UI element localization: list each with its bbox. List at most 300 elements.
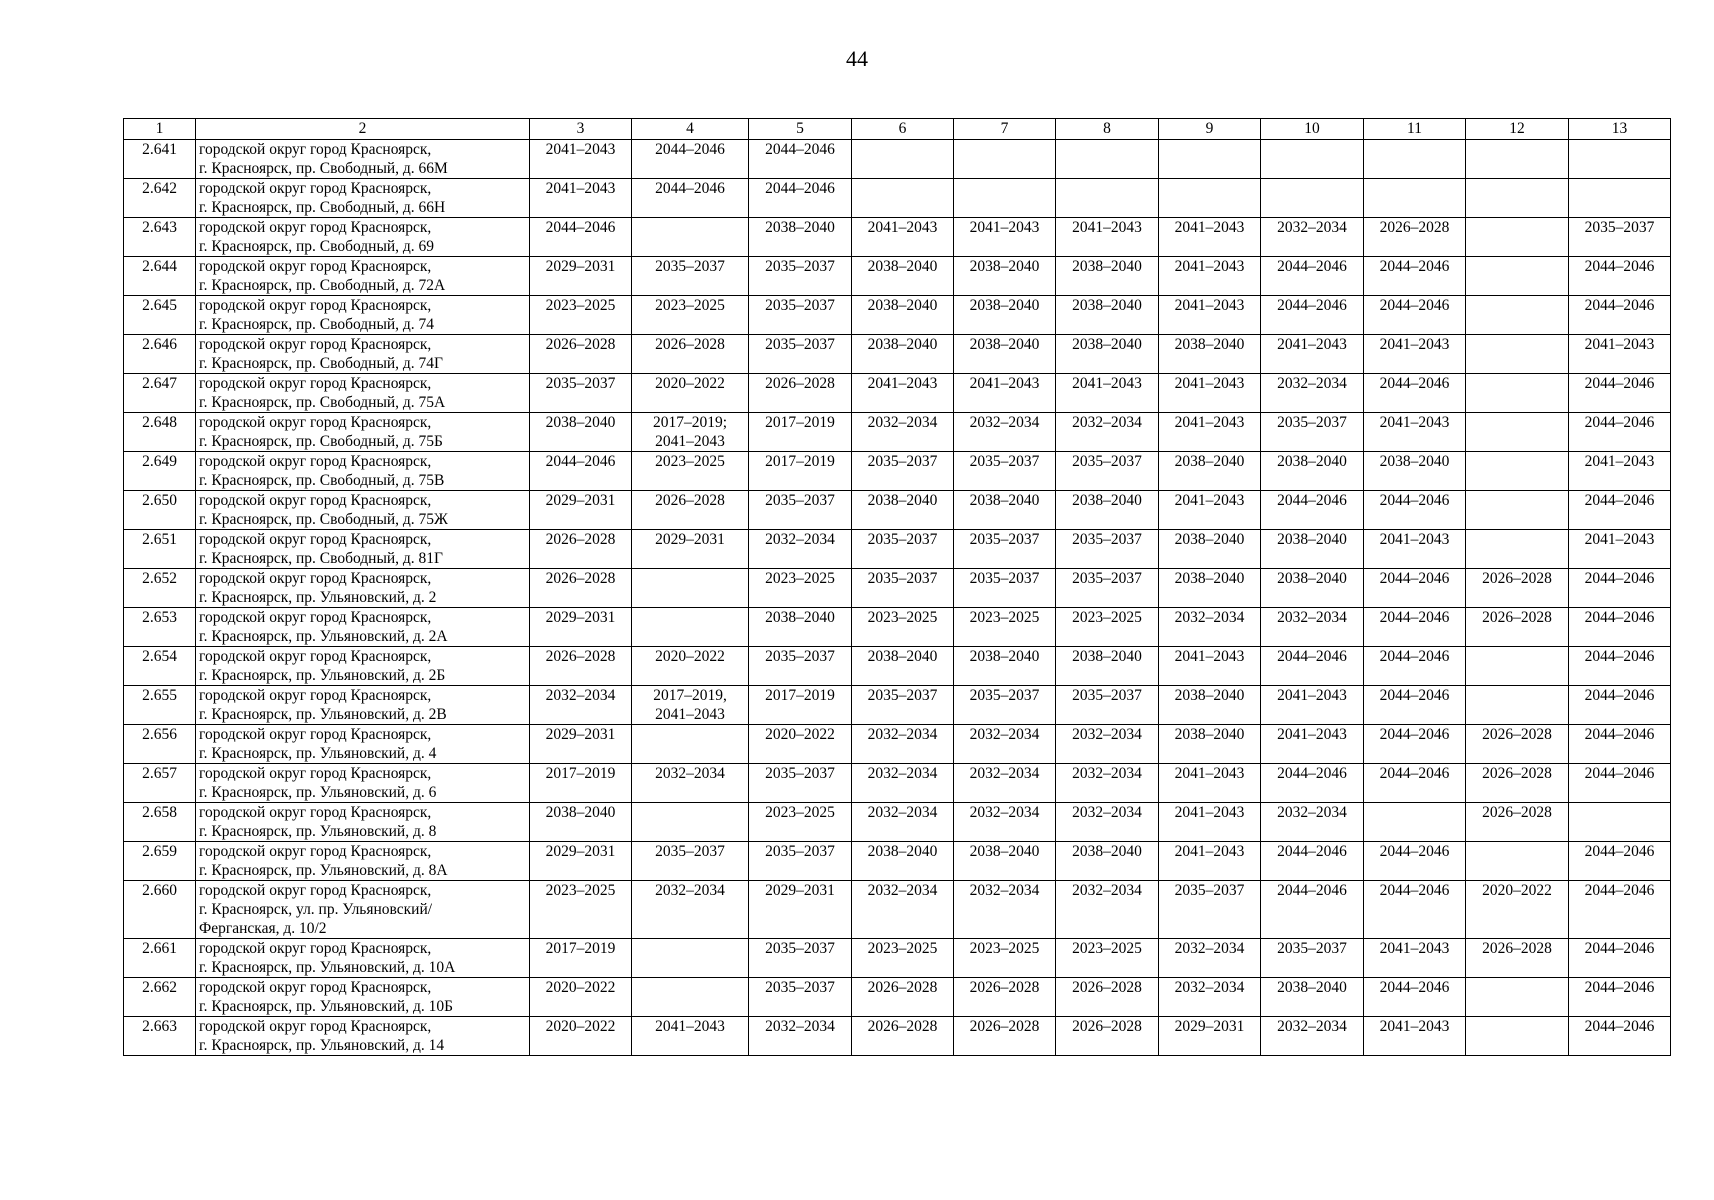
period-cell-col-8: 2032–2034 bbox=[1056, 725, 1159, 764]
column-header-2: 2 bbox=[196, 119, 530, 140]
address-line: городской округ город Красноярск, bbox=[199, 687, 432, 704]
row-number: 2.650 bbox=[124, 491, 196, 530]
period-cell-col-11 bbox=[1364, 179, 1466, 218]
period-cell-col-9: 2029–2031 bbox=[1159, 1017, 1261, 1056]
period-cell-col-4: 2017–2019, 2041–2043 bbox=[632, 686, 749, 725]
period-cell-col-12 bbox=[1466, 491, 1569, 530]
period-cell-col-11: 2044–2046 bbox=[1364, 257, 1466, 296]
period-cell-col-12: 2026–2028 bbox=[1466, 725, 1569, 764]
table-row bbox=[124, 530, 1671, 569]
period-cell-col-13: 2044–2046 bbox=[1569, 647, 1671, 686]
period-cell-col-10: 2032–2034 bbox=[1261, 1017, 1364, 1056]
address-line: городской округ город Красноярск, bbox=[199, 453, 432, 470]
period-cell-col-8 bbox=[1056, 140, 1159, 179]
period-cell-col-5: 2035–2037 bbox=[749, 764, 852, 803]
period-cell-col-12: 2026–2028 bbox=[1466, 803, 1569, 842]
period-cell-col-9: 2032–2034 bbox=[1159, 939, 1261, 978]
period-cell-col-7 bbox=[954, 140, 1056, 179]
period-cell-col-11: 2026–2028 bbox=[1364, 218, 1466, 257]
period-cell-col-11: 2041–2043 bbox=[1364, 939, 1466, 978]
row-number: 2.642 bbox=[124, 179, 196, 218]
period-cell-col-7: 2041–2043 bbox=[954, 218, 1056, 257]
period-cell-col-11 bbox=[1364, 803, 1466, 842]
period-cell-col-13: 2044–2046 bbox=[1569, 842, 1671, 881]
period-cell-col-4: 2041–2043 bbox=[632, 1017, 749, 1056]
period-cell-col-10: 2038–2040 bbox=[1261, 452, 1364, 491]
period-cell-col-13: 2041–2043 bbox=[1569, 335, 1671, 374]
period-cell-col-10: 2038–2040 bbox=[1261, 978, 1364, 1017]
address-line: городской округ город Красноярск, bbox=[199, 1018, 432, 1035]
period-cell-col-8: 2035–2037 bbox=[1056, 452, 1159, 491]
address-line: г. Красноярск, пр. Свободный, д. 81Г bbox=[199, 550, 444, 567]
period-cell-col-13: 2044–2046 bbox=[1569, 978, 1671, 1017]
period-cell-col-8: 2038–2040 bbox=[1056, 647, 1159, 686]
period-cell-col-4 bbox=[632, 569, 749, 608]
period-cell-col-12 bbox=[1466, 335, 1569, 374]
period-cell-col-8: 2032–2034 bbox=[1056, 413, 1159, 452]
period-cell-col-8: 2038–2040 bbox=[1056, 491, 1159, 530]
table-row bbox=[124, 881, 1671, 939]
period-cell-col-10: 2041–2043 bbox=[1261, 686, 1364, 725]
table-row bbox=[124, 374, 1671, 413]
period-cell-col-8: 2023–2025 bbox=[1056, 608, 1159, 647]
address-cell bbox=[196, 978, 530, 1017]
period-cell-col-11: 2041–2043 bbox=[1364, 413, 1466, 452]
period-cell-col-3: 2029–2031 bbox=[530, 257, 632, 296]
period-cell-col-4: 2023–2025 bbox=[632, 296, 749, 335]
row-number: 2.647 bbox=[124, 374, 196, 413]
period-cell-col-5: 2035–2037 bbox=[749, 491, 852, 530]
period-cell-col-8: 2032–2034 bbox=[1056, 803, 1159, 842]
address-line: Ферганская, д. 10/2 bbox=[199, 920, 327, 937]
address-cell bbox=[196, 218, 530, 257]
period-cell-col-13: 2044–2046 bbox=[1569, 725, 1671, 764]
period-cell-col-5: 2029–2031 bbox=[749, 881, 852, 939]
period-cell-col-5: 2044–2046 bbox=[749, 179, 852, 218]
period-cell-col-4 bbox=[632, 608, 749, 647]
period-cell-col-12: 2020–2022 bbox=[1466, 881, 1569, 939]
period-cell-col-13: 2044–2046 bbox=[1569, 257, 1671, 296]
period-cell-col-10: 2032–2034 bbox=[1261, 608, 1364, 647]
period-cell-col-7: 2026–2028 bbox=[954, 978, 1056, 1017]
period-cell-col-9: 2038–2040 bbox=[1159, 686, 1261, 725]
address-line: г. Красноярск, пр. Ульяновский, д. 14 bbox=[199, 1037, 445, 1054]
address-cell bbox=[196, 413, 530, 452]
period-cell-col-13: 2044–2046 bbox=[1569, 608, 1671, 647]
period-cell-col-4 bbox=[632, 978, 749, 1017]
period-cell-col-5: 2023–2025 bbox=[749, 569, 852, 608]
address-line: городской округ город Красноярск, bbox=[199, 940, 432, 957]
period-cell-col-7: 2035–2037 bbox=[954, 686, 1056, 725]
table-row bbox=[124, 725, 1671, 764]
address-cell bbox=[196, 647, 530, 686]
period-cell-col-11: 2044–2046 bbox=[1364, 491, 1466, 530]
period-cell-col-7: 2035–2037 bbox=[954, 530, 1056, 569]
address-line: г. Красноярск, пр. Ульяновский, д. 8А bbox=[199, 862, 448, 879]
address-line: городской округ город Красноярск, bbox=[199, 141, 432, 158]
period-cell-col-12 bbox=[1466, 978, 1569, 1017]
address-line: г. Красноярск, пр. Свободный, д. 75Ж bbox=[199, 511, 448, 528]
column-header-4: 4 bbox=[632, 119, 749, 140]
address-line: г. Красноярск, пр. Свободный, д. 69 bbox=[199, 238, 435, 255]
period-cell-col-7: 2038–2040 bbox=[954, 842, 1056, 881]
column-header-11: 11 bbox=[1364, 119, 1466, 140]
period-cell-col-7: 2026–2028 bbox=[954, 1017, 1056, 1056]
period-cell-col-3: 2044–2046 bbox=[530, 452, 632, 491]
period-cell-col-4: 2020–2022 bbox=[632, 647, 749, 686]
period-cell-col-7: 2038–2040 bbox=[954, 647, 1056, 686]
period-cell-col-12 bbox=[1466, 647, 1569, 686]
address-cell bbox=[196, 140, 530, 179]
address-line: городской округ город Красноярск, bbox=[199, 726, 432, 743]
period-cell-col-7: 2038–2040 bbox=[954, 335, 1056, 374]
table-row bbox=[124, 140, 1671, 179]
period-cell-col-6: 2038–2040 bbox=[852, 491, 954, 530]
row-number: 2.646 bbox=[124, 335, 196, 374]
period-cell-col-5: 2035–2037 bbox=[749, 296, 852, 335]
address-line: г. Красноярск, пр. Свободный, д. 74 bbox=[199, 316, 435, 333]
address-line: городской округ город Красноярск, bbox=[199, 336, 432, 353]
table-row bbox=[124, 218, 1671, 257]
period-cell-col-11 bbox=[1364, 140, 1466, 179]
period-cell-col-7: 2032–2034 bbox=[954, 725, 1056, 764]
row-number: 2.649 bbox=[124, 452, 196, 491]
period-cell-col-13: 2044–2046 bbox=[1569, 764, 1671, 803]
address-cell bbox=[196, 335, 530, 374]
address-line: городской округ город Красноярск, bbox=[199, 180, 432, 197]
period-cell-col-7: 2032–2034 bbox=[954, 413, 1056, 452]
address-line: городской округ город Красноярск, bbox=[199, 804, 432, 821]
period-cell-col-5: 2038–2040 bbox=[749, 218, 852, 257]
period-cell-col-3: 2029–2031 bbox=[530, 725, 632, 764]
column-header-8: 8 bbox=[1056, 119, 1159, 140]
period-cell-col-9: 2041–2043 bbox=[1159, 413, 1261, 452]
period-cell-col-11: 2044–2046 bbox=[1364, 296, 1466, 335]
address-line: городской округ город Красноярск, bbox=[199, 414, 432, 431]
row-number: 2.641 bbox=[124, 140, 196, 179]
column-header-7: 7 bbox=[954, 119, 1056, 140]
period-cell-col-5: 2017–2019 bbox=[749, 686, 852, 725]
period-cell-col-6 bbox=[852, 140, 954, 179]
period-cell-col-4: 2020–2022 bbox=[632, 374, 749, 413]
period-cell-col-7: 2035–2037 bbox=[954, 452, 1056, 491]
period-cell-col-11: 2044–2046 bbox=[1364, 686, 1466, 725]
column-header-3: 3 bbox=[530, 119, 632, 140]
address-line: г. Красноярск, пр. Ульяновский, д. 6 bbox=[199, 784, 437, 801]
row-number: 2.648 bbox=[124, 413, 196, 452]
period-cell-col-10: 2044–2046 bbox=[1261, 842, 1364, 881]
period-cell-col-6: 2032–2034 bbox=[852, 764, 954, 803]
period-cell-col-3: 2017–2019 bbox=[530, 764, 632, 803]
period-cell-col-12: 2026–2028 bbox=[1466, 939, 1569, 978]
address-line: г. Красноярск, пр. Свободный, д. 66Н bbox=[199, 199, 446, 216]
table-row bbox=[124, 569, 1671, 608]
address-line: г. Красноярск, пр. Ульяновский, д. 2Б bbox=[199, 667, 446, 684]
address-line: г. Красноярск, пр. Ульяновский, д. 10Б bbox=[199, 998, 454, 1015]
column-header-10: 10 bbox=[1261, 119, 1364, 140]
period-cell-col-9: 2038–2040 bbox=[1159, 725, 1261, 764]
period-cell-col-7: 2032–2034 bbox=[954, 881, 1056, 939]
address-line: г. Красноярск, пр. Ульяновский, д. 2А bbox=[199, 628, 448, 645]
period-cell-col-8: 2038–2040 bbox=[1056, 842, 1159, 881]
row-number: 2.654 bbox=[124, 647, 196, 686]
period-cell-col-6: 2032–2034 bbox=[852, 881, 954, 939]
period-cell-col-4: 2044–2046 bbox=[632, 179, 749, 218]
period-cell-col-12 bbox=[1466, 1017, 1569, 1056]
period-cell-col-5: 2035–2037 bbox=[749, 939, 852, 978]
period-cell-col-11: 2041–2043 bbox=[1364, 1017, 1466, 1056]
period-cell-col-10: 2041–2043 bbox=[1261, 335, 1364, 374]
period-cell-col-12 bbox=[1466, 686, 1569, 725]
row-number: 2.652 bbox=[124, 569, 196, 608]
period-cell-col-6: 2032–2034 bbox=[852, 803, 954, 842]
table-row bbox=[124, 452, 1671, 491]
period-cell-col-9: 2041–2043 bbox=[1159, 803, 1261, 842]
period-cell-col-8: 2038–2040 bbox=[1056, 257, 1159, 296]
schedule-table bbox=[123, 118, 1671, 1056]
period-cell-col-4: 2029–2031 bbox=[632, 530, 749, 569]
period-cell-col-4 bbox=[632, 218, 749, 257]
period-cell-col-10 bbox=[1261, 140, 1364, 179]
period-cell-col-7: 2032–2034 bbox=[954, 803, 1056, 842]
period-cell-col-9 bbox=[1159, 179, 1261, 218]
period-cell-col-5: 2035–2037 bbox=[749, 978, 852, 1017]
period-cell-col-3: 2026–2028 bbox=[530, 335, 632, 374]
address-cell bbox=[196, 374, 530, 413]
period-cell-col-9: 2038–2040 bbox=[1159, 335, 1261, 374]
period-cell-col-10: 2044–2046 bbox=[1261, 647, 1364, 686]
period-cell-col-3: 2029–2031 bbox=[530, 842, 632, 881]
period-cell-col-13: 2044–2046 bbox=[1569, 686, 1671, 725]
period-cell-col-13: 2044–2046 bbox=[1569, 296, 1671, 335]
period-cell-col-5: 2035–2037 bbox=[749, 842, 852, 881]
period-cell-col-6 bbox=[852, 179, 954, 218]
address-line: г. Красноярск, пр. Свободный, д. 66М bbox=[199, 160, 448, 177]
period-cell-col-6: 2026–2028 bbox=[852, 1017, 954, 1056]
period-cell-col-9: 2041–2043 bbox=[1159, 218, 1261, 257]
period-cell-col-9: 2035–2037 bbox=[1159, 881, 1261, 939]
period-cell-col-9: 2041–2043 bbox=[1159, 374, 1261, 413]
period-cell-col-12: 2026–2028 bbox=[1466, 764, 1569, 803]
period-cell-col-13: 2044–2046 bbox=[1569, 413, 1671, 452]
table-header-row bbox=[124, 119, 1671, 140]
period-cell-col-8: 2035–2037 bbox=[1056, 569, 1159, 608]
period-cell-col-6: 2041–2043 bbox=[852, 218, 954, 257]
row-number: 2.661 bbox=[124, 939, 196, 978]
period-cell-col-8: 2026–2028 bbox=[1056, 978, 1159, 1017]
address-line: г. Красноярск, пр. Свободный, д. 75А bbox=[199, 394, 446, 411]
period-cell-col-8: 2035–2037 bbox=[1056, 530, 1159, 569]
period-cell-col-11: 2044–2046 bbox=[1364, 764, 1466, 803]
period-cell-col-13: 2044–2046 bbox=[1569, 491, 1671, 530]
period-cell-col-5: 2020–2022 bbox=[749, 725, 852, 764]
period-cell-col-8: 2032–2034 bbox=[1056, 764, 1159, 803]
period-cell-col-4: 2026–2028 bbox=[632, 335, 749, 374]
period-cell-col-9: 2038–2040 bbox=[1159, 530, 1261, 569]
address-line: городской округ город Красноярск, bbox=[199, 843, 432, 860]
column-header-6: 6 bbox=[852, 119, 954, 140]
period-cell-col-12 bbox=[1466, 296, 1569, 335]
period-cell-col-9: 2032–2034 bbox=[1159, 608, 1261, 647]
period-cell-col-6: 2035–2037 bbox=[852, 530, 954, 569]
period-cell-col-4 bbox=[632, 725, 749, 764]
table-row bbox=[124, 491, 1671, 530]
period-cell-col-10: 2035–2037 bbox=[1261, 939, 1364, 978]
table-row bbox=[124, 803, 1671, 842]
period-cell-col-10: 2044–2046 bbox=[1261, 764, 1364, 803]
period-cell-col-6: 2038–2040 bbox=[852, 257, 954, 296]
period-cell-col-4: 2035–2037 bbox=[632, 257, 749, 296]
table-row bbox=[124, 686, 1671, 725]
period-cell-col-3: 2038–2040 bbox=[530, 803, 632, 842]
address-cell bbox=[196, 530, 530, 569]
row-number: 2.659 bbox=[124, 842, 196, 881]
address-cell bbox=[196, 842, 530, 881]
row-number: 2.651 bbox=[124, 530, 196, 569]
period-cell-col-5: 2035–2037 bbox=[749, 257, 852, 296]
period-cell-col-4: 2032–2034 bbox=[632, 881, 749, 939]
period-cell-col-3: 2026–2028 bbox=[530, 530, 632, 569]
period-cell-col-9: 2032–2034 bbox=[1159, 978, 1261, 1017]
address-line: г. Красноярск, ул. пр. Ульяновский/ bbox=[199, 901, 433, 918]
address-line: городской округ город Красноярск, bbox=[199, 609, 432, 626]
period-cell-col-6: 2035–2037 bbox=[852, 452, 954, 491]
address-cell bbox=[196, 452, 530, 491]
address-line: г. Красноярск, пр. Свободный, д. 72А bbox=[199, 277, 446, 294]
period-cell-col-12 bbox=[1466, 218, 1569, 257]
table-row bbox=[124, 257, 1671, 296]
period-cell-col-13: 2044–2046 bbox=[1569, 939, 1671, 978]
period-cell-col-3: 2020–2022 bbox=[530, 978, 632, 1017]
period-cell-col-10: 2044–2046 bbox=[1261, 257, 1364, 296]
address-line: г. Красноярск, пр. Ульяновский, д. 4 bbox=[199, 745, 437, 762]
address-line: г. Красноярск, пр. Свободный, д. 74Г bbox=[199, 355, 444, 372]
period-cell-col-7: 2038–2040 bbox=[954, 257, 1056, 296]
period-cell-col-6: 2026–2028 bbox=[852, 978, 954, 1017]
period-cell-col-6: 2032–2034 bbox=[852, 413, 954, 452]
period-cell-col-11: 2044–2046 bbox=[1364, 842, 1466, 881]
period-cell-col-8: 2023–2025 bbox=[1056, 939, 1159, 978]
period-cell-col-9: 2041–2043 bbox=[1159, 842, 1261, 881]
period-cell-col-9: 2041–2043 bbox=[1159, 257, 1261, 296]
period-cell-col-3: 2017–2019 bbox=[530, 939, 632, 978]
address-cell bbox=[196, 257, 530, 296]
period-cell-col-13: 2044–2046 bbox=[1569, 881, 1671, 939]
column-header-13: 13 bbox=[1569, 119, 1671, 140]
address-cell bbox=[196, 296, 530, 335]
address-cell bbox=[196, 803, 530, 842]
table-row bbox=[124, 335, 1671, 374]
row-number: 2.663 bbox=[124, 1017, 196, 1056]
row-number: 2.657 bbox=[124, 764, 196, 803]
address-line: городской округ город Красноярск, bbox=[199, 979, 432, 996]
period-cell-col-5: 2044–2046 bbox=[749, 140, 852, 179]
period-cell-col-3: 2035–2037 bbox=[530, 374, 632, 413]
period-cell-col-6: 2038–2040 bbox=[852, 842, 954, 881]
table-body bbox=[124, 140, 1671, 1056]
period-cell-col-5: 2032–2034 bbox=[749, 1017, 852, 1056]
period-cell-col-11: 2044–2046 bbox=[1364, 647, 1466, 686]
column-header-5: 5 bbox=[749, 119, 852, 140]
period-cell-col-11: 2044–2046 bbox=[1364, 374, 1466, 413]
address-line: городской округ город Красноярск, bbox=[199, 297, 432, 314]
period-cell-col-13: 2044–2046 bbox=[1569, 569, 1671, 608]
table-row bbox=[124, 978, 1671, 1017]
address-cell bbox=[196, 491, 530, 530]
table-row bbox=[124, 764, 1671, 803]
address-cell bbox=[196, 764, 530, 803]
period-cell-col-3: 2029–2031 bbox=[530, 491, 632, 530]
row-number: 2.644 bbox=[124, 257, 196, 296]
column-header-12: 12 bbox=[1466, 119, 1569, 140]
period-cell-col-3: 2026–2028 bbox=[530, 569, 632, 608]
period-cell-col-10: 2044–2046 bbox=[1261, 296, 1364, 335]
period-cell-col-9: 2041–2043 bbox=[1159, 491, 1261, 530]
period-cell-col-11: 2041–2043 bbox=[1364, 530, 1466, 569]
period-cell-col-5: 2032–2034 bbox=[749, 530, 852, 569]
period-cell-col-13 bbox=[1569, 140, 1671, 179]
period-cell-col-5: 2017–2019 bbox=[749, 452, 852, 491]
row-number: 2.643 bbox=[124, 218, 196, 257]
period-cell-col-13: 2041–2043 bbox=[1569, 530, 1671, 569]
table-row bbox=[124, 179, 1671, 218]
period-cell-col-10: 2032–2034 bbox=[1261, 218, 1364, 257]
period-cell-col-10: 2044–2046 bbox=[1261, 881, 1364, 939]
address-line: городской округ город Красноярск, bbox=[199, 375, 432, 392]
period-cell-col-11: 2044–2046 bbox=[1364, 608, 1466, 647]
period-cell-col-12 bbox=[1466, 257, 1569, 296]
period-cell-col-5: 2035–2037 bbox=[749, 335, 852, 374]
period-cell-col-3: 2041–2043 bbox=[530, 140, 632, 179]
row-number: 2.658 bbox=[124, 803, 196, 842]
address-line: г. Красноярск, пр. Свободный, д. 75Б bbox=[199, 433, 443, 450]
period-cell-col-9: 2038–2040 bbox=[1159, 452, 1261, 491]
address-line: г. Красноярск, пр. Свободный, д. 75В bbox=[199, 472, 445, 489]
period-cell-col-13: 2044–2046 bbox=[1569, 374, 1671, 413]
period-cell-col-7: 2023–2025 bbox=[954, 608, 1056, 647]
period-cell-col-8: 2038–2040 bbox=[1056, 296, 1159, 335]
period-cell-col-12 bbox=[1466, 530, 1569, 569]
period-cell-col-4 bbox=[632, 803, 749, 842]
table-row bbox=[124, 296, 1671, 335]
row-number: 2.660 bbox=[124, 881, 196, 939]
table-row bbox=[124, 608, 1671, 647]
period-cell-col-9 bbox=[1159, 140, 1261, 179]
address-line: городской округ город Красноярск, bbox=[199, 531, 432, 548]
address-cell bbox=[196, 608, 530, 647]
period-cell-col-10 bbox=[1261, 179, 1364, 218]
period-cell-col-11: 2044–2046 bbox=[1364, 978, 1466, 1017]
period-cell-col-7: 2032–2034 bbox=[954, 764, 1056, 803]
period-cell-col-3: 2029–2031 bbox=[530, 608, 632, 647]
period-cell-col-12 bbox=[1466, 140, 1569, 179]
address-line: городской округ город Красноярск, bbox=[199, 882, 432, 899]
period-cell-col-6: 2023–2025 bbox=[852, 939, 954, 978]
period-cell-col-10: 2032–2034 bbox=[1261, 803, 1364, 842]
period-cell-col-8: 2032–2034 bbox=[1056, 881, 1159, 939]
period-cell-col-12 bbox=[1466, 179, 1569, 218]
period-cell-col-8: 2038–2040 bbox=[1056, 335, 1159, 374]
period-cell-col-5: 2017–2019 bbox=[749, 413, 852, 452]
period-cell-col-4: 2017–2019; 2041–2043 bbox=[632, 413, 749, 452]
period-cell-col-12: 2026–2028 bbox=[1466, 569, 1569, 608]
table-row bbox=[124, 647, 1671, 686]
address-line: городской округ город Красноярск, bbox=[199, 219, 432, 236]
address-line: городской округ город Красноярск, bbox=[199, 492, 432, 509]
period-cell-col-3: 2026–2028 bbox=[530, 647, 632, 686]
period-cell-col-6: 2035–2037 bbox=[852, 686, 954, 725]
address-line: г. Красноярск, пр. Ульяновский, д. 2 bbox=[199, 589, 437, 606]
